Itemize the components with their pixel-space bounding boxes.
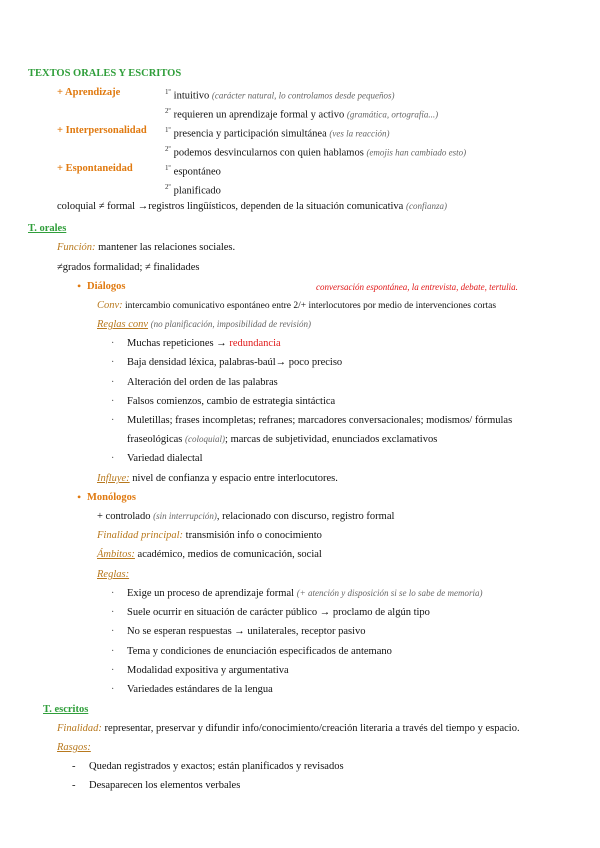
dialogos-examples: conversación espontánea, la entrevista, debate, tertulia. (316, 282, 518, 292)
bullet-icon: · (111, 357, 115, 368)
number-glyph-icon: 1º (165, 126, 171, 134)
rule-item: Modalidad expositiva y argumentativa (127, 665, 289, 676)
reglas-conv-line: Reglas conv (no planificación, imposibilidad de revisión) (97, 319, 312, 330)
number-glyph-icon: 1º (165, 164, 171, 172)
finalidad-principal-line: Finalidad principal: transmisión info o conocimiento (97, 530, 322, 541)
rule-item: Muchas repeticiones → redundancia (127, 338, 281, 349)
feature-label-aprendizaje: + Aprendizaje (57, 87, 121, 98)
rule-item: Muletillas; frases incompletas; refranes; marcadores conversacionales; modismos/ fórmulas (127, 415, 513, 426)
rasgo-item: Quedan registrados y exactos; están planificados y revisados (89, 761, 344, 772)
rule-item: Variedades estándares de la lengua (127, 684, 273, 695)
number-glyph-icon: 2º (165, 183, 171, 191)
monologos-label: Monólogos (87, 492, 137, 503)
bullet-icon: · (111, 665, 115, 676)
dialogos-label: Diálogos (87, 281, 126, 292)
feature-line: $^{1º}$ presencia y participación simultánea (ves la reacción) (165, 126, 390, 140)
conv-line: Conv: intercambio comunicativo espontáneo entre 2/+ interlocutores por medio de intervenciones cortas (97, 300, 497, 311)
bullet-icon: · (111, 588, 115, 599)
bullet-icon: · (111, 607, 115, 618)
ambitos-line: Ámbitos: académico, medios de comunicación, social (97, 549, 322, 560)
rule-item: Variedad dialectal (127, 453, 203, 464)
feature-label-interpersonalidad: + Interpersonalidad (57, 125, 147, 136)
page-title: TEXTOS ORALES Y ESCRITOS (28, 68, 182, 79)
rule-item: No se esperan respuestas → unilaterales, receptor pasivo (127, 626, 366, 637)
feature-label-espontaneidad: + Espontaneidad (57, 163, 133, 174)
feature-line: $^{1º}$ espontáneo (165, 164, 221, 178)
bullet-icon: • (77, 279, 82, 293)
funcion-line: Función: mantener las relaciones sociales. (57, 242, 236, 253)
number-glyph-icon: 2º (165, 145, 171, 153)
bullet-icon: • (77, 490, 82, 504)
section-heading-orales: T. orales (28, 223, 67, 234)
bullet-icon: · (111, 684, 115, 695)
coloquial-line: coloquial ≠ formal →registros lingüísticos, dependen de la situación comunicativa (confianza) (57, 201, 447, 212)
rasgo-item: Desaparecen los elementos verbales (89, 780, 241, 791)
finalidad-line: Finalidad: representar, preservar y difundir info/conocimiento/creación literaria a través del tiempo y espacio. (57, 723, 520, 734)
rule-item: Alteración del orden de las palabras (127, 377, 278, 388)
number-glyph-icon: 2º (165, 107, 171, 115)
bullet-icon: · (111, 338, 115, 349)
rule-item-continuation: fraseológicas (coloquial); marcas de subjetividad, enunciados exclamativos (127, 434, 438, 445)
feature-line: $^{2º}$ podemos desvincularnos con quien hablamos (emojis han cambiado esto) (165, 145, 467, 159)
bullet-icon: · (111, 453, 115, 464)
section-heading-escritos: T. escritos (43, 704, 89, 715)
grados-line: ≠grados formalidad; ≠ finalidades (57, 262, 200, 273)
controlado-line: + controlado (sin interrupción), relacionado con discurso, registro formal (97, 511, 395, 522)
bullet-icon: · (111, 377, 115, 388)
rule-item: Tema y condiciones de enunciación especificados de antemano (127, 646, 392, 657)
bullet-icon: · (111, 646, 115, 657)
rule-item: Exige un proceso de aprendizaje formal (+ atención y disposición si se lo sabe de memoria) (127, 588, 483, 599)
feature-line: $^{1º}$ intuitivo (carácter natural, lo controlamos desde pequeños) (165, 88, 395, 102)
bullet-icon: · (111, 415, 115, 426)
bullet-icon: · (111, 396, 115, 407)
rasgos-label: Rasgos: (57, 742, 91, 753)
influye-line: Influye: nivel de confianza y espacio entre interlocutores. (97, 473, 338, 484)
rule-item: Falsos comienzos, cambio de estrategia sintáctica (127, 396, 336, 407)
number-glyph-icon: 1º (165, 88, 171, 96)
rule-item: Baja densidad léxica, palabras-baúl→ poco preciso (127, 357, 343, 368)
dash-icon: - (72, 761, 76, 772)
bullet-icon: · (111, 626, 115, 637)
rule-item: Suele ocurrir en situación de carácter público → proclamo de algún tipo (127, 607, 430, 618)
feature-line: $^{2º}$ requieren un aprendizaje formal y activo (gramática, ortografía...) (165, 107, 439, 121)
feature-line: $^{2º}$ planificado (165, 183, 221, 197)
reglas-label: Reglas: (97, 569, 130, 580)
dash-icon: - (72, 780, 76, 791)
